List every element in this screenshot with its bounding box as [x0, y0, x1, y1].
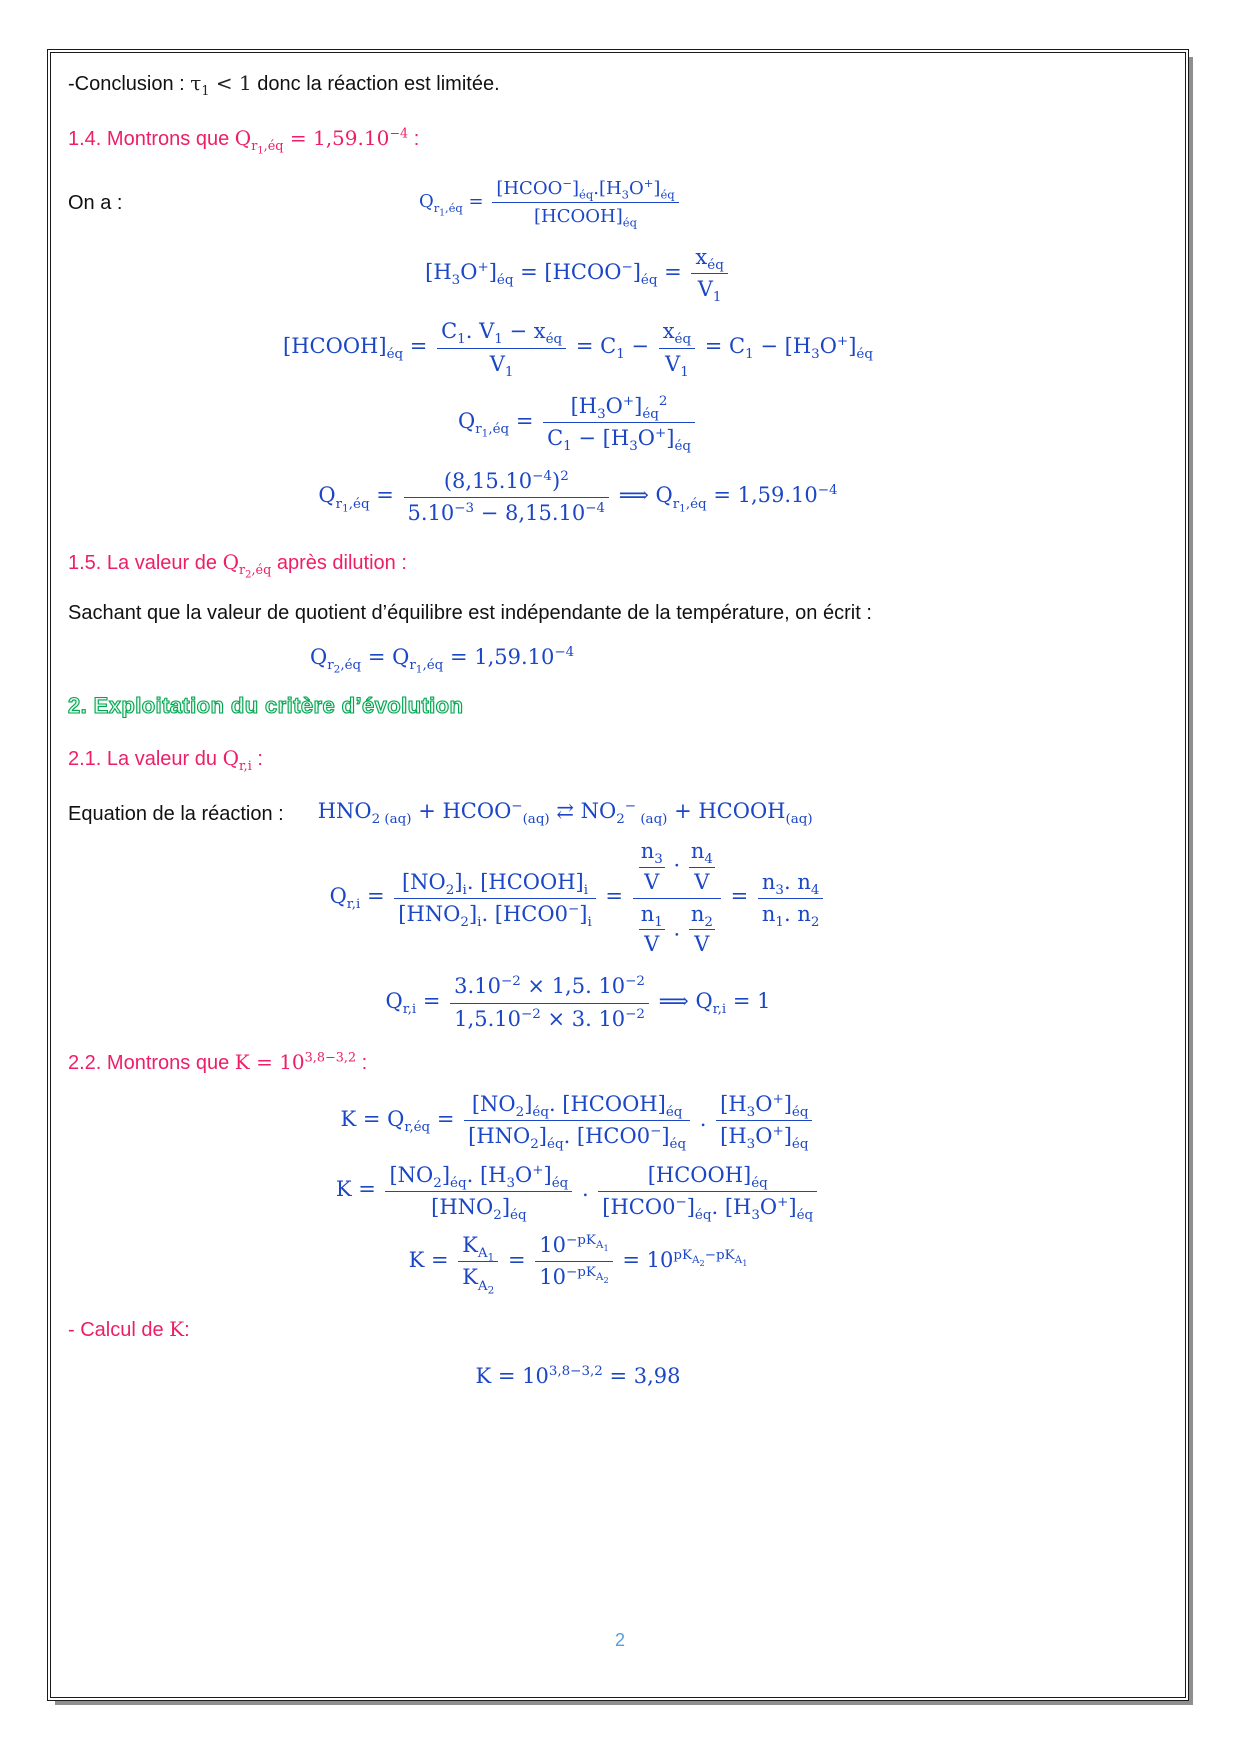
formula-k-qreq	[68, 1090, 1172, 1151]
conclusion-prefix: -Conclusion :	[68, 73, 191, 95]
heading-2-2-colon: :	[356, 1052, 368, 1074]
heading-1-5	[68, 549, 1172, 581]
formula-h3o-hcoo-math: $[H_3O^+]_{éq}$ = $[HCOO^-]_{éq}$ = $\frac{x_{éq}}{V_1}$	[425, 260, 731, 284]
heading-2-2-label: 2.2. Montrons que	[68, 1052, 235, 1074]
heading-1-5-suffix: après dilution :	[271, 552, 407, 575]
formula-qr1eq-fraction-math: $Q_{r_1,éq}$ = $\frac{[H_3O^+]_{éq}^2}{C_1 - [H_3O^+]_{éq}}$	[458, 409, 698, 433]
calcul-math: K	[169, 1316, 185, 1341]
heading-2-1-math: $Q_{r,i}$	[222, 746, 252, 775]
heading-1-5-label: 1.5. La valeur de	[68, 552, 223, 575]
formula-k-split-math: K = $\frac{[NO_2]_{éq}. [H_3O^+]_{éq}}{[HNO_2]_{éq}}$ . $\frac{[HCOOH]_{éq}}{[HCO0^-]_{éq}. [H_3O^+]_{éq}}$	[336, 1177, 820, 1201]
formula-reaction-equation: $HNO_{2 (aq)}$ + $HCOO^-_{(aq)}$ ⇄ $NO_2^-$ $_{(aq)} + HCOOH_{(aq)}$	[317, 799, 813, 828]
heading-2-2-math: $K = 10^{3,8-3,2}$	[234, 1050, 357, 1074]
sachant-line: Sachant que la valeur de quotient d’équilibre est indépendante de la température, on écrit :	[68, 602, 872, 625]
heading-2-1	[68, 745, 1172, 775]
conclusion-line	[68, 70, 1172, 97]
heading-2-green: 2. Exploitation du critère d’évolution	[68, 693, 464, 719]
formula-qr2eq	[68, 644, 1172, 677]
heading-1-4-label: 1.4. Montrons que	[68, 128, 235, 150]
formula-qri-definition-math: $Q_{r,i}$ = $\frac{[NO_2]_i. [HCOOH]_i}{[HNO_2]_i. [HCO0^-]_i}$ = $\frac{n_3}{V}$ · $\frac{n_4}{V}$ $\frac{n_1}{V}$ . $\frac{n_2}{V}$ = $\frac{n_3. n_4}{n_1. n_2}$	[330, 884, 827, 908]
formula-qr1eq-numeric	[68, 467, 1172, 528]
conclusion-suffix: donc la réaction est limitée.	[251, 73, 500, 95]
formula-k-pka-math: K = $\frac{K_{A_1}}{K_{A_2}}$ = $\frac{10^{-pK_{A_1}}}{10^{-pK_{A_2}}}$ = $10^{pK_{A_2}-pK_{A_1}}$	[408, 1233, 748, 1297]
heading-1-4-colon: :	[408, 128, 420, 150]
on-a-label: On a :	[68, 192, 123, 215]
formula-hcooh	[68, 317, 1172, 378]
formula-qri-numeric	[68, 972, 1172, 1033]
formula-qr1eq-definition: $Q_{r_1,éq}$ = $\frac{[HCOO^-]_{éq}.[H_3O^+]_{éq}}{[HCOOH]_{éq}}$	[419, 191, 682, 212]
page-number: 2	[614, 1630, 625, 1650]
calcul-label: - Calcul de	[68, 1318, 170, 1341]
formula-k-final-math: $K = 10^{3,8-3,2} = 3,98$	[475, 1363, 681, 1388]
calcul-colon: :	[184, 1318, 190, 1341]
heading-1-4	[68, 125, 1172, 157]
heading-2-1-colon: :	[251, 748, 263, 771]
formula-qr1eq-numeric-math: $Q_{r_1,éq}$ = $\frac{(8,15.10^{-4})^2}{5.10^{-3} - 8,15.10^{-4}}$ ⟹ $Q_{r_1,éq} = 1,59.10^{-4}$	[318, 468, 838, 525]
calcul-de-k-line	[68, 1316, 1172, 1343]
heading-1-4-math: $Q_{r_1,éq} = 1,59.10^{-4}$	[234, 126, 409, 157]
heading-1-5-math: $Q_{r_2,éq}$	[222, 550, 272, 581]
formula-qri-numeric-math: $Q_{r,i}$ = $\frac{3.10^{-2} \times 1,5. 10^{-2}}{1,5.10^{-2} \times 3. 10^{-2}}$ ⟹ $Q_{r,i} = 1$	[385, 974, 771, 1031]
formula-k-pka	[68, 1231, 1172, 1297]
formula-hcooh-math: $[HCOOH]_{éq}$ = $\frac{C_1. V_1 - x_{éq}}{V_1}$ = $C_1$ − $\frac{x_{éq}}{V_1}$ = $C_1 - [H_3O^+]_{éq}$	[283, 319, 873, 380]
formula-k-qreq-math: $K = Q_{r,éq}$ = $\frac{[NO_2]_{éq}. [HCOOH]_{éq}}{[HNO_2]_{éq}. [HCO0^-]_{éq}}$ . $\frac{[H_3O^+]_{éq}}{[H_3O^+]_{éq}}$	[341, 1107, 816, 1131]
document-content	[68, 60, 1172, 1390]
formula-qri-definition	[68, 837, 1172, 958]
formula-qr1eq-fraction	[68, 392, 1172, 453]
heading-2-2	[68, 1049, 1172, 1076]
formula-h3o-hcoo	[68, 243, 1172, 304]
formula-k-final	[68, 1363, 1172, 1390]
heading-2-1-label: 2.1. La valeur du	[68, 748, 223, 771]
reaction-label: Equation de la réaction :	[68, 803, 284, 826]
formula-k-split	[68, 1161, 1172, 1222]
conclusion-math: $\tau_1 < 1$	[190, 71, 252, 99]
on-a-row	[68, 176, 1172, 229]
reaction-row	[68, 798, 1172, 827]
formula-qr2eq-math: $Q_{r_2,éq} = Q_{r_1,éq} = 1,59.10^{-4}$	[310, 645, 575, 677]
